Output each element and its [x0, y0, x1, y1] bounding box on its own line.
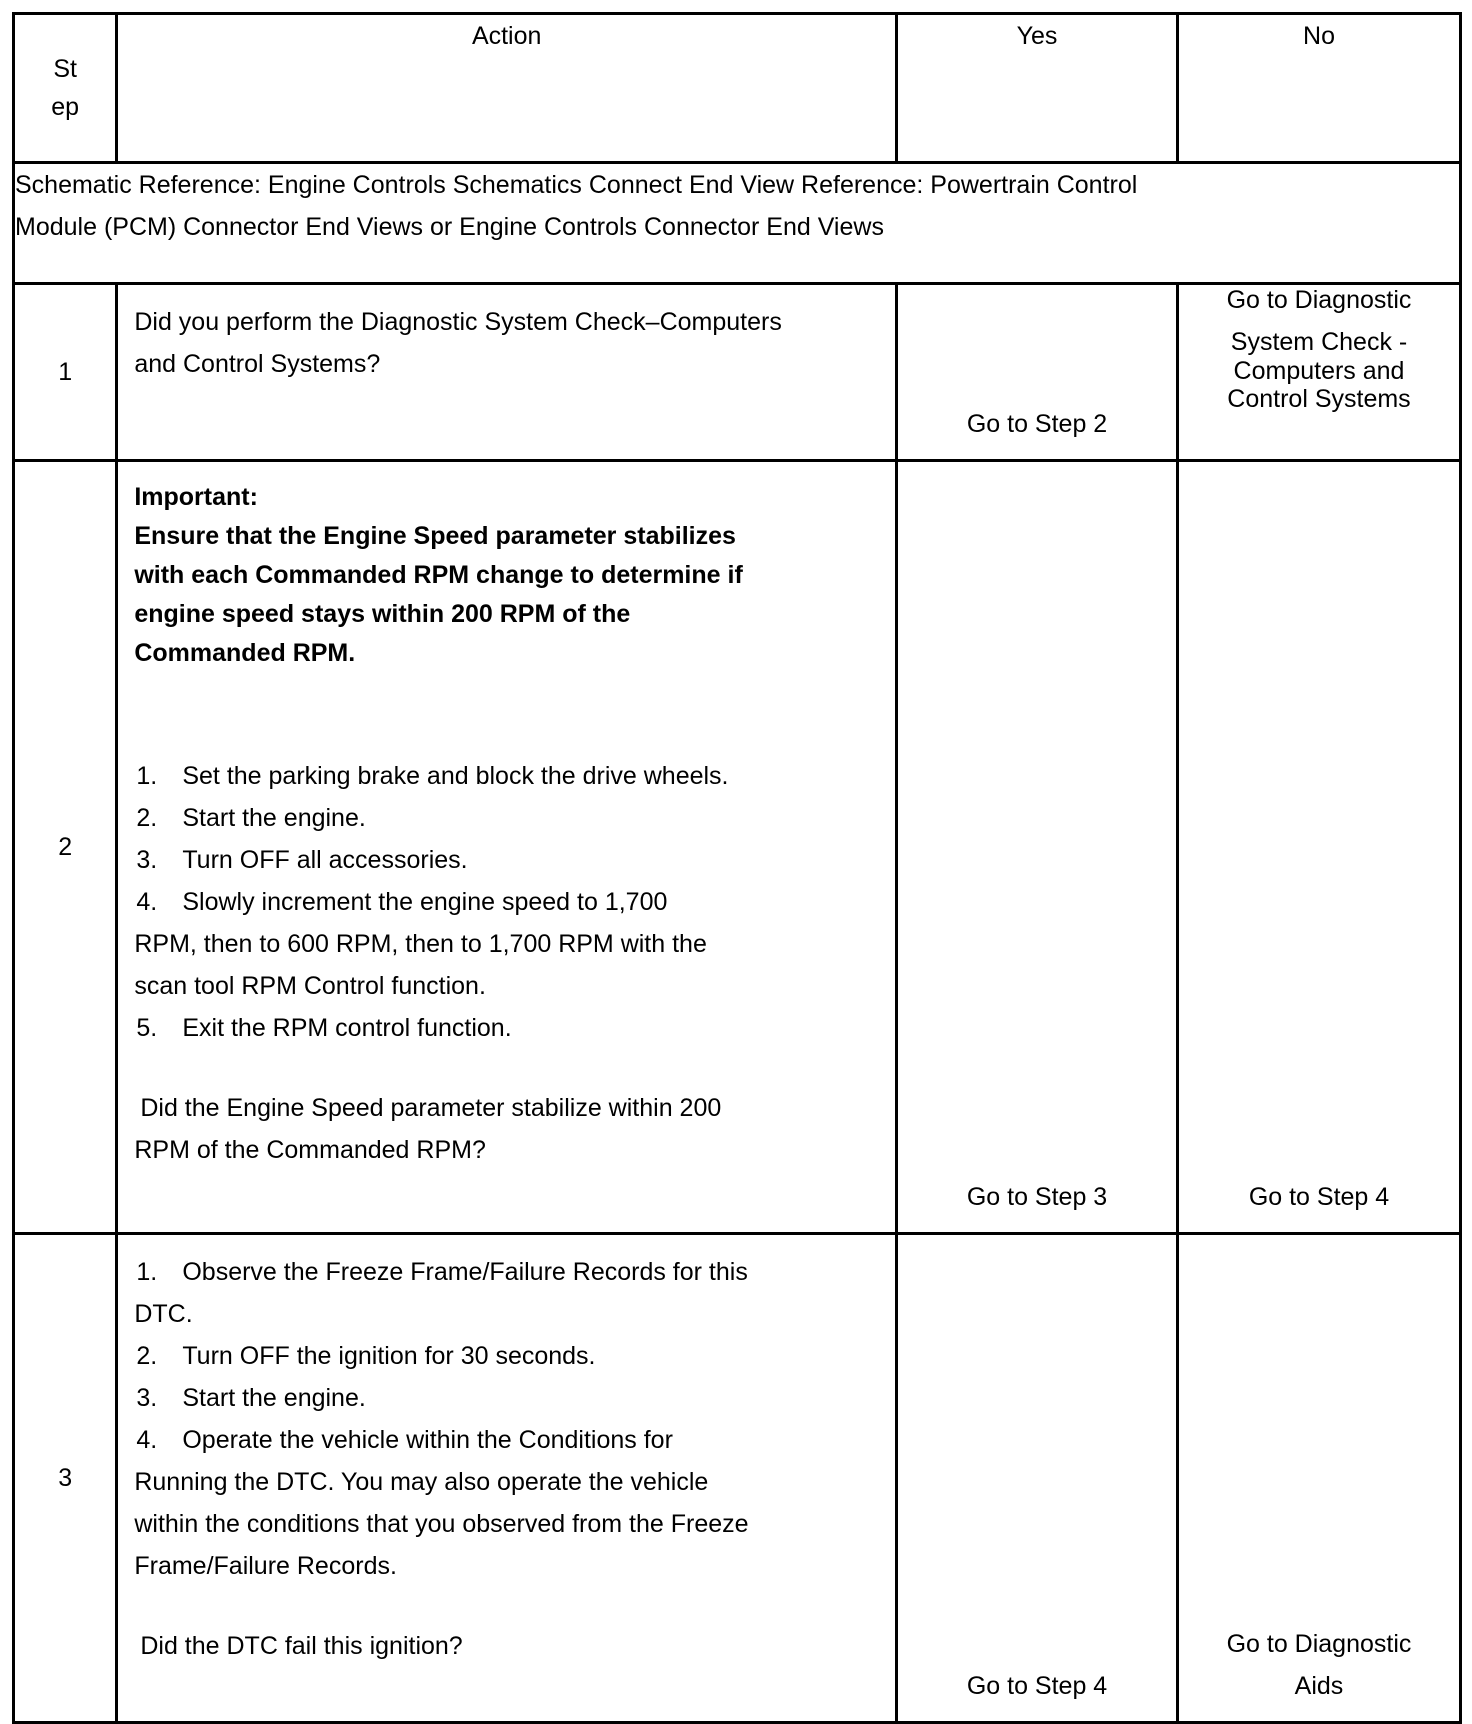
list-item: 4. Slowly increment the engine speed to 1,700 — [136, 888, 668, 916]
list-item: 2. Start the engine. — [136, 804, 366, 832]
table-row — [14, 1234, 1461, 1723]
step-yes-result: Go to Step 2 — [897, 284, 1178, 461]
step-yes-result: Go to Step 3 — [897, 461, 1178, 1234]
list-item: 2. Turn OFF the ignition for 30 seconds. — [136, 1342, 596, 1370]
list-item-continuation: DTC. — [134, 1300, 193, 1328]
list-item: 1. Observe the Freeze Frame/Failure Records for this — [136, 1258, 748, 1286]
procedure-list — [134, 755, 879, 1049]
table-row — [14, 284, 1461, 461]
no-column-header: No — [1178, 14, 1461, 163]
diagnostic-table — [12, 12, 1462, 1724]
step-yes-result: Go to Step 4 — [897, 1234, 1178, 1723]
step-question: Did the DTC fail this ignition? — [140, 1632, 463, 1660]
yes-column-header: Yes — [897, 14, 1178, 163]
list-item: 4. Operate the vehicle within the Conditions for — [136, 1426, 673, 1454]
list-item-continuation: within the conditions that you observed from the Freeze — [134, 1510, 749, 1538]
step-question: Did the Engine Speed parameter stabilize within 200 — [140, 1094, 722, 1122]
step-no-result: Go to Step 4 — [1178, 461, 1461, 1234]
schematic-reference: Schematic Reference: Engine Controls Schematics Connect End View Reference: Powertrain Control Module (PCM) Connector End Views or Engine Controls Connector End Views — [14, 163, 1461, 284]
procedure-list — [134, 1251, 879, 1587]
list-item-continuation: RPM, then to 600 RPM, then to 1,700 RPM with the — [134, 930, 707, 958]
step-action — [117, 1234, 897, 1723]
step-question-continuation: RPM of the Commanded RPM? — [134, 1136, 486, 1164]
step-action: Did you perform the Diagnostic System Check–Computers and Control Systems? — [117, 284, 897, 461]
table-row — [14, 461, 1461, 1234]
list-item: 3. Start the engine. — [136, 1384, 366, 1412]
list-item-continuation: scan tool RPM Control function. — [134, 972, 486, 1000]
list-item: 5. Exit the RPM control function. — [136, 1014, 512, 1042]
step-number: 3 — [14, 1234, 117, 1723]
step-no-result: Go to Diagnostic Aids — [1178, 1234, 1461, 1723]
step-action — [117, 461, 897, 1234]
table-header-row — [14, 14, 1461, 163]
step-number: 2 — [14, 461, 117, 1234]
schematic-reference-row — [14, 163, 1461, 284]
step-no-result: Go to Diagnostic System Check - Computers and Control Systems — [1178, 284, 1461, 461]
step-number: 1 — [14, 284, 117, 461]
list-item: 1. Set the parking brake and block the drive wheels. — [136, 762, 729, 790]
list-item-continuation: Running the DTC. You may also operate the vehicle — [134, 1468, 709, 1496]
list-item: 3. Turn OFF all accessories. — [136, 846, 468, 874]
step-column-header: St ep — [14, 14, 117, 163]
list-item-continuation: Frame/Failure Records. — [134, 1552, 397, 1580]
action-column-header: Action — [117, 14, 897, 163]
important-note: Important: Ensure that the Engine Speed parameter stabilizes with each Commanded RPM change to determine if engine speed stays within 200 RPM of the Commanded RPM. — [134, 483, 743, 667]
